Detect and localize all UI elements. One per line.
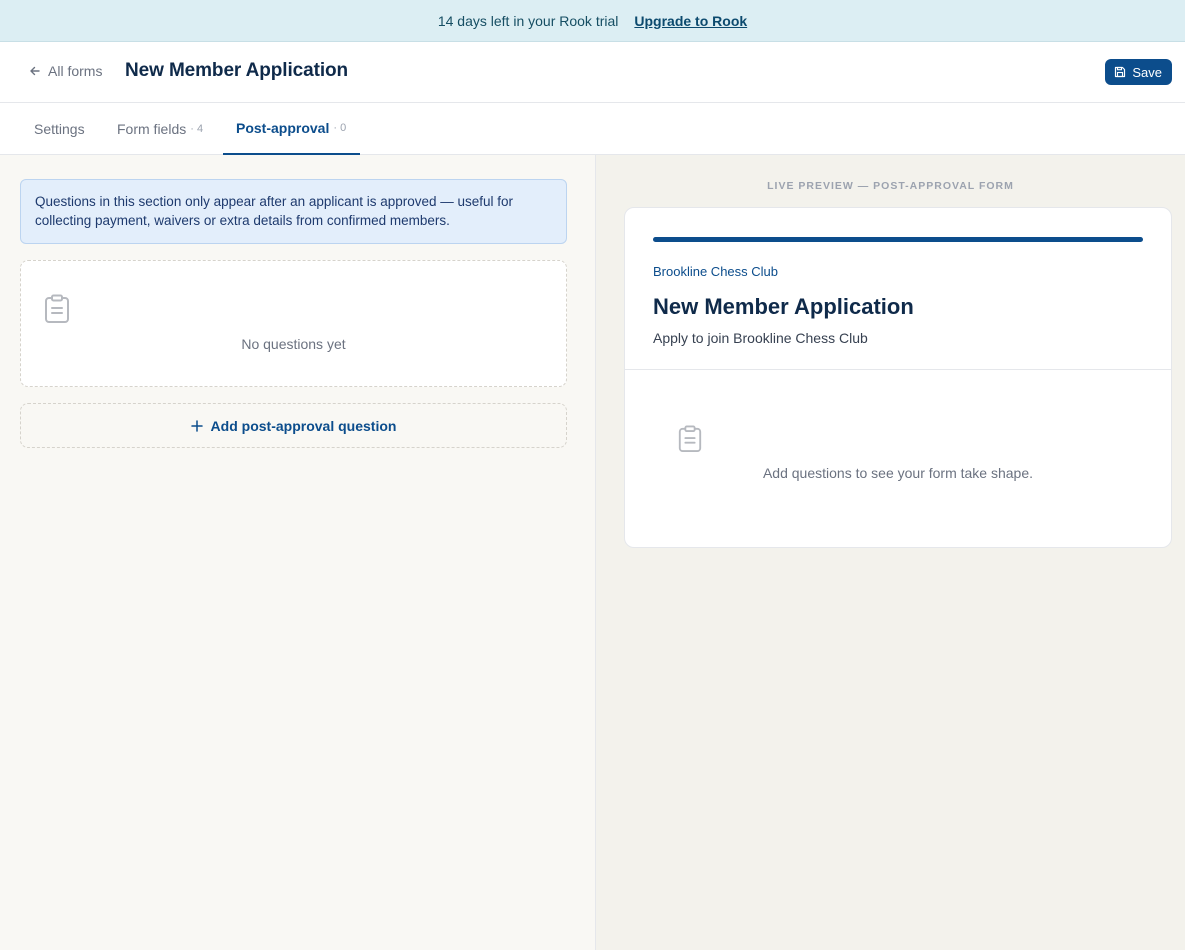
org-name: Brookline Chess Club	[653, 264, 779, 279]
preview-panel	[596, 155, 1185, 950]
accent-bar	[653, 237, 1143, 242]
arrow-left-icon	[28, 64, 42, 78]
clipboard-icon	[677, 425, 703, 453]
tab-bar	[0, 103, 1185, 155]
preview-hint: Add questions to see your form take shape.	[762, 465, 1034, 481]
tab-form-fields-count: · 4	[190, 123, 204, 135]
info-callout: Questions in this section only appear after an applicant is approved — useful for collecting payment, waivers or extra details from confirmed members.	[20, 179, 567, 244]
back-to-forms-link[interactable]	[28, 63, 102, 79]
header-bar	[0, 42, 1185, 103]
tab-post-approval[interactable]	[223, 103, 360, 155]
upgrade-link[interactable]: Upgrade to Rook	[634, 12, 748, 29]
editor-panel	[0, 155, 596, 950]
divider	[625, 369, 1171, 370]
tab-form-fields-label: Form fields	[117, 121, 187, 137]
tab-post-approval-label: Post-approval	[236, 120, 330, 136]
trial-text: 14 days left in your Rook trial	[437, 12, 619, 29]
form-preview-card	[624, 207, 1172, 548]
page-title: New Member Application	[125, 60, 349, 81]
form-title: New Member Application	[653, 294, 914, 319]
trial-banner	[0, 0, 1185, 42]
add-post-approval-question-button[interactable]	[20, 403, 567, 448]
tab-post-approval-count: · 0	[333, 122, 347, 134]
back-label: All forms	[48, 63, 103, 79]
floppy-disk-icon	[1114, 66, 1126, 78]
empty-message: No questions yet	[241, 336, 346, 352]
preview-label: LIVE PREVIEW — POST-APPROVAL FORM	[767, 180, 1014, 192]
tab-form-fields[interactable]	[117, 103, 203, 155]
plus-icon	[191, 420, 203, 432]
save-label: Save	[1132, 64, 1162, 80]
tab-settings[interactable]	[34, 103, 85, 155]
form-subtitle: Apply to join Brookline Chess Club	[653, 330, 868, 346]
clipboard-icon	[43, 294, 71, 324]
empty-questions-box	[20, 260, 567, 387]
tab-settings-label: Settings	[34, 121, 85, 137]
add-question-label: Add post-approval question	[210, 417, 397, 434]
save-button[interactable]	[1105, 59, 1172, 85]
